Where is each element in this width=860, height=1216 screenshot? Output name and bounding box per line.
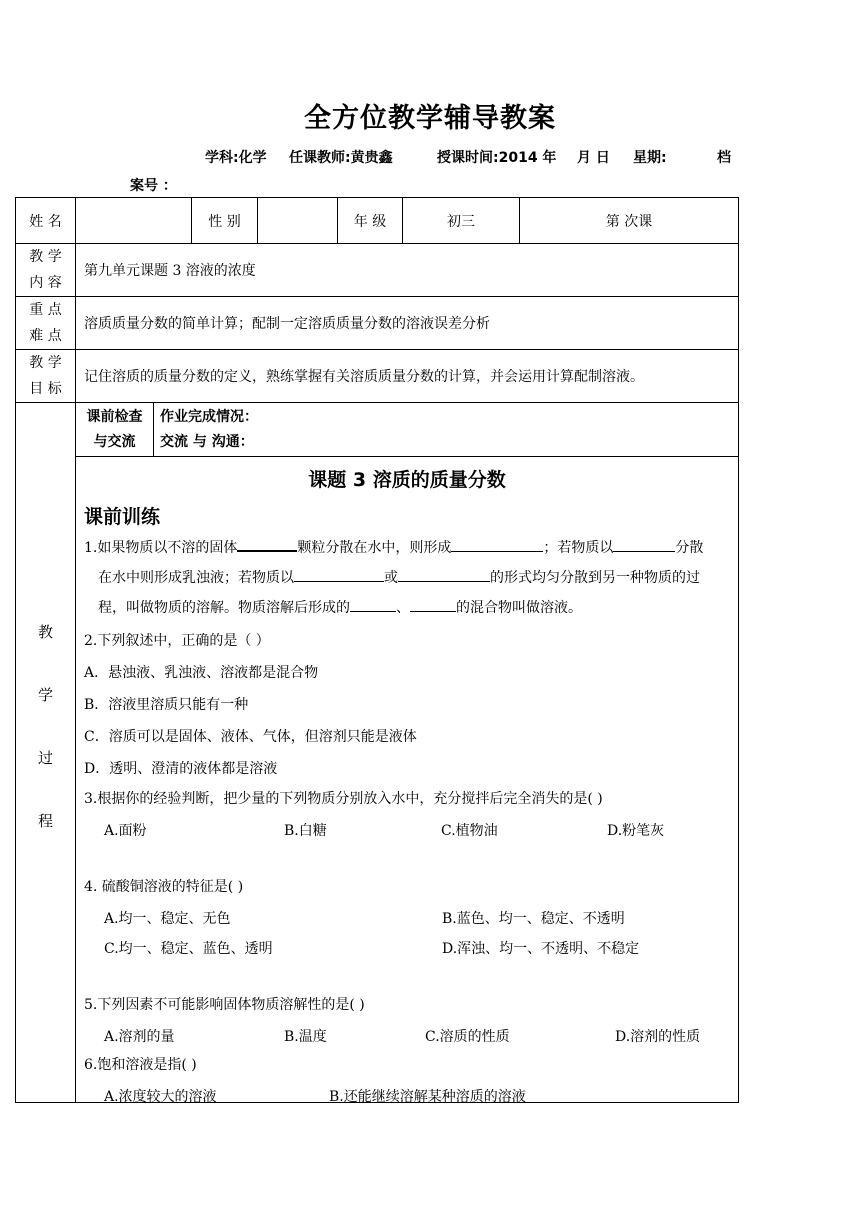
teaching-goals-label <box>16 350 76 403</box>
teaching-goals-value: 记住溶质的质量分数的定义，熟练掌握有关溶质质量分数的计算，并会运用计算配制溶液。 <box>76 350 739 403</box>
q1-text-j: 的混合物叫做溶液。 <box>456 600 582 616</box>
training-title: 课前训练 <box>84 506 161 528</box>
pre-class-check-content <box>154 403 739 457</box>
q3-option-b: B.白糖 <box>284 823 327 839</box>
q3-option-a: A.面粉 <box>104 823 147 839</box>
teaching-content-label-line1: 教 学 <box>29 249 62 265</box>
key-points-label-line2: 难 点 <box>29 328 62 344</box>
q1-text-a: 1.如果物质以不溶的固体 <box>84 540 238 556</box>
lesson-plan-table <box>15 197 739 1103</box>
q5-options <box>84 1020 730 1050</box>
process-char-4: 程 <box>37 812 53 830</box>
lesson-number: 第 次课 <box>520 198 739 244</box>
q2-option-b: B．溶液里溶质只能有一种 <box>84 697 249 713</box>
q1-blank-3 <box>613 537 675 552</box>
teaching-goals-label-line1: 教 学 <box>29 355 62 371</box>
teaching-process-label <box>16 403 76 1103</box>
q1-blank-4 <box>294 567 384 582</box>
question-1-line-2 <box>84 563 730 593</box>
question-6: 6.饱和溶液是指( ) <box>84 1057 197 1073</box>
name-label: 姓 名 <box>16 198 76 244</box>
question-3: 3.根据你的经验判断，把少量的下列物质分别放入水中，充分搅拌后完全消失的是( ) <box>84 791 603 807</box>
q4-option-d: D.浑浊、均一、不透明、不稳定 <box>442 941 640 957</box>
q2-option-a: A．悬浊液、乳浊液、溶液都是混合物 <box>84 665 319 681</box>
pre-class-check-label-line2: 与交流 <box>93 433 136 450</box>
name-value-cell <box>76 198 192 244</box>
teaching-content-label <box>16 244 76 297</box>
communication-field: 交流 与 沟通： <box>160 433 254 450</box>
q1-blank-2 <box>451 537 543 552</box>
teaching-time-field: 授课时间:2014 年 <box>437 150 557 166</box>
teaching-goals-row <box>16 350 739 403</box>
teacher-field: 任课教师:黄贵鑫 <box>289 150 393 166</box>
archive-label-part2: 案号 ： <box>130 178 177 194</box>
q3-options <box>84 814 730 844</box>
q6-option-a: A.浓度较大的溶液 <box>104 1089 217 1105</box>
q1-text-i: 、 <box>396 600 410 616</box>
q1-text-b: 颗粒分散在水中，则形成 <box>297 540 452 556</box>
q1-text-e: 在水中则形成乳浊液；若物质以 <box>98 570 294 586</box>
q4-options-row-1 <box>84 902 730 932</box>
q5-option-b: B.温度 <box>284 1029 327 1045</box>
key-points-value: 溶质质量分数的简单计算；配制一定溶质质量分数的溶液误差分析 <box>76 297 739 350</box>
process-body-row <box>16 457 739 1103</box>
student-info-row <box>16 198 739 244</box>
q1-text-d: 分散 <box>675 540 704 556</box>
q5-option-c: C.溶质的性质 <box>425 1029 510 1045</box>
q4-option-c: C.均一、稳定、蓝色、透明 <box>104 941 273 957</box>
teaching-content-value: 第九单元课题 3 溶液的浓度 <box>76 244 739 297</box>
process-char-3: 过 <box>37 749 53 767</box>
question-5: 5.下列因素不可能影响固体物质溶解性的是( ) <box>84 997 365 1013</box>
archive-label-part1: 档 <box>717 150 731 166</box>
pre-class-check-label-line1: 课前检查 <box>86 408 143 425</box>
pre-class-check-label <box>76 403 154 457</box>
process-char-1: 教 <box>37 623 53 641</box>
q3-option-d: D.粉笔灰 <box>607 823 665 839</box>
month-day-field: 月 日 <box>577 150 610 166</box>
q4-option-a: A.均一、稳定、无色 <box>104 911 231 927</box>
q5-option-a: A.溶剂的量 <box>104 1029 175 1045</box>
q6-options <box>84 1080 730 1110</box>
q4-option-b: B.蓝色、均一、稳定、不透明 <box>442 911 625 927</box>
q1-blank-5 <box>398 567 490 582</box>
gender-value-cell <box>258 198 338 244</box>
question-2: 2.下列叙述中，正确的是（ ） <box>84 633 270 649</box>
subject-field: 学科:化学 <box>205 150 267 166</box>
key-points-row <box>16 297 739 350</box>
q6-option-b: B.还能继续溶解某种溶质的溶液 <box>329 1089 526 1105</box>
grade-value: 初三 <box>403 198 520 244</box>
teaching-content-row <box>16 244 739 297</box>
q2-option-d: D．透明、澄清的液体都是溶液 <box>84 761 278 777</box>
question-1-line-3 <box>84 593 730 623</box>
question-1-line-1 <box>84 533 730 563</box>
teaching-content-label-line2: 内 容 <box>29 275 62 291</box>
document-title: 全方位教学辅导教案 <box>304 103 556 134</box>
q1-blank-6 <box>350 597 396 612</box>
q5-option-d: D.溶剂的性质 <box>615 1029 701 1045</box>
key-points-label-line1: 重 点 <box>29 302 62 318</box>
q3-option-c: C.植物油 <box>441 823 498 839</box>
question-4: 4. 硫酸铜溶液的特征是( ) <box>84 879 244 895</box>
section-title: 课题 3 溶质的质量分数 <box>308 469 506 491</box>
q1-text-h: 程，叫做物质的溶解。物质溶解后形成的 <box>98 600 350 616</box>
homework-status: 作业完成情况： <box>160 408 258 425</box>
weekday-field: 星期: <box>633 150 667 166</box>
process-char-2: 学 <box>37 686 53 704</box>
process-body <box>76 457 739 1103</box>
key-points-label <box>16 297 76 350</box>
teaching-goals-label-line2: 目 标 <box>29 381 62 397</box>
q1-text-c: ；若物质以 <box>543 540 614 556</box>
q1-blank-1 <box>237 536 297 552</box>
q2-option-c: C．溶质可以是固体、液体、气体，但溶剂只能是液体 <box>84 729 417 745</box>
q1-blank-7 <box>410 597 456 612</box>
grade-label: 年 级 <box>338 198 403 244</box>
pre-class-check-row <box>16 403 739 457</box>
q4-options-row-2 <box>84 932 730 962</box>
q1-text-f: 或 <box>384 570 398 586</box>
q1-text-g: 的形式均匀分散到另一种物质的过 <box>490 570 700 586</box>
gender-label: 性 别 <box>192 198 258 244</box>
